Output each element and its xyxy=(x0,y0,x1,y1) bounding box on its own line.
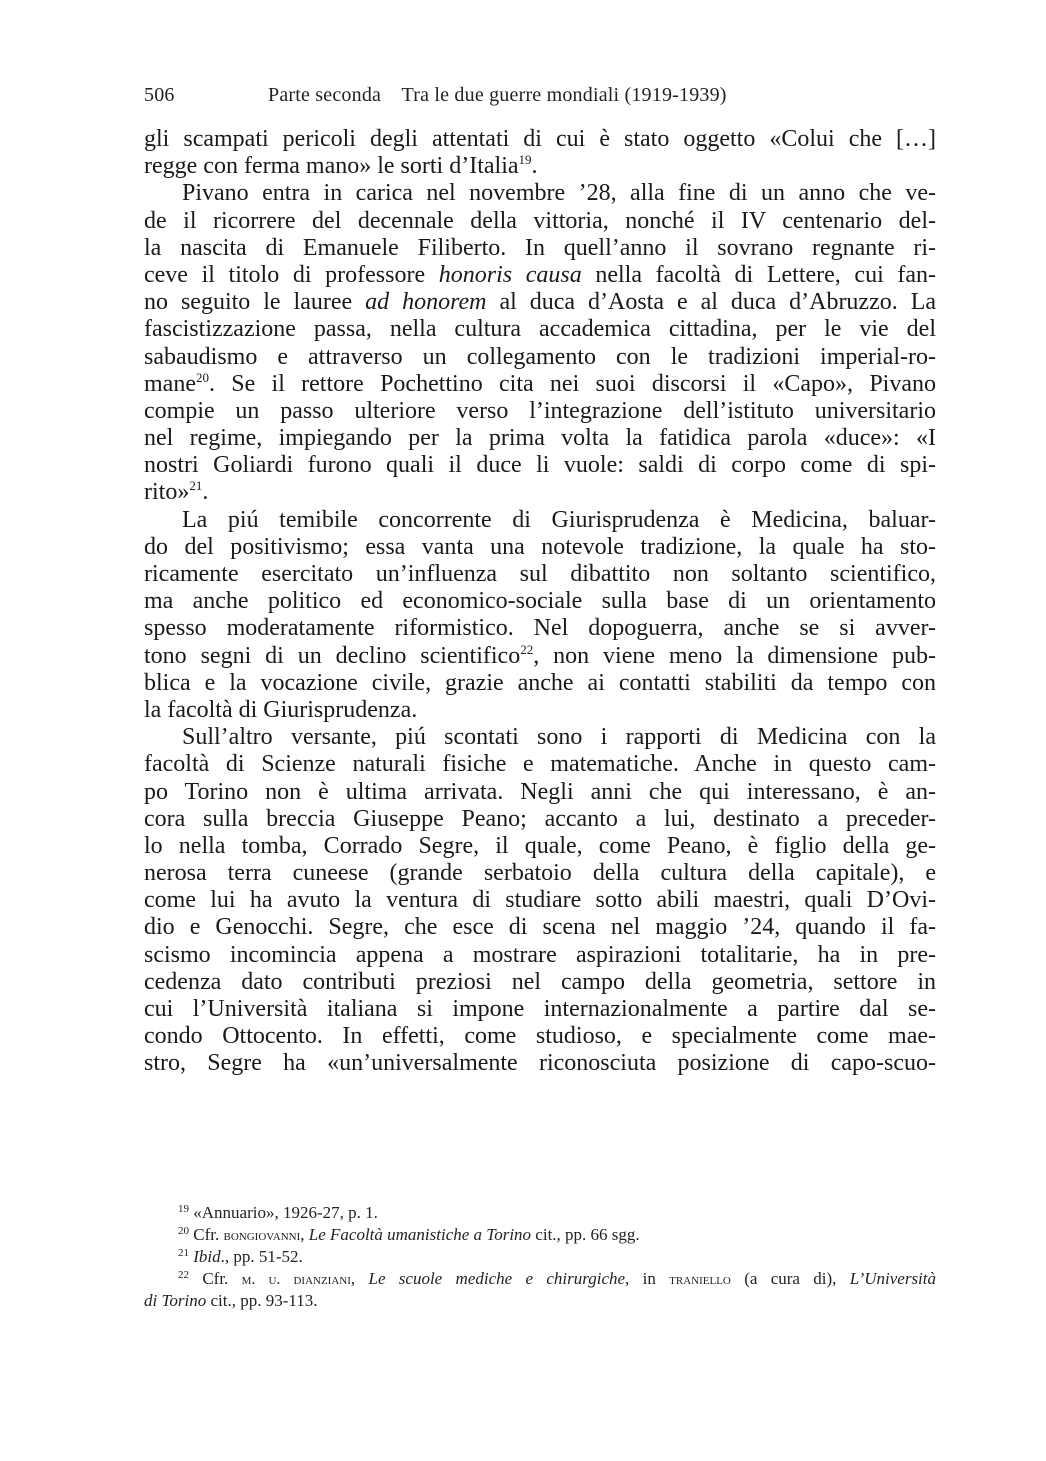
text-line: cui l’Università italiana si impone internazionalmente a partire dal se- xyxy=(144,996,936,1022)
running-title: Parte seconda Tra le due guerre mondiali (1919-1939) xyxy=(268,84,727,106)
footnote: $^{20}$ Cfr. bongiovanni, Le Facoltà umanistiche a Torino cit., pp. 66 sgg. xyxy=(178,1225,640,1244)
text-line: cedenza dato contributi preziosi nel campo della geometria, settore in xyxy=(144,968,936,995)
text-line: blica e la vocazione civile, grazie anche ai contatti stabiliti da tempo con xyxy=(144,669,936,696)
text-line: ma anche politico ed economico-sociale sulla base di un orientamento xyxy=(144,588,936,615)
text-line: nerosa terra cuneese (grande serbatoio della cultura della capitale), e xyxy=(144,860,936,887)
text-line: gli scampati pericoli degli attentati di cui è stato oggetto «Colui che […] xyxy=(144,126,936,152)
running-header xyxy=(144,84,727,107)
text-line: rito»$^{21}$. xyxy=(144,478,209,506)
text-line: mane$^{20}$. Se il rettore Pochettino cita nei suoi discorsi il «Capo», Pivano xyxy=(144,369,936,397)
text-line: compie un passo ulteriore verso l’integrazione dell’istituto universitario xyxy=(144,397,936,424)
text-line: fascistizzazione passa, nella cultura accademica cittadina, per le vie del xyxy=(144,316,936,343)
footnote: $^{19}$ «Annuario», 1926-27, p. 1. xyxy=(178,1203,378,1222)
text-line: nel regime, impiegando per la prima volta la fatidica parola «duce»: «I xyxy=(144,425,936,452)
text-line: tono segni di un declino scientifico$^{22}$, non viene meno la dimensione pub- xyxy=(144,641,936,669)
text-line: la nascita di Emanuele Filiberto. In quell’anno il sovrano regnante ri- xyxy=(144,234,936,261)
text-line: La piú temibile concorrente di Giurisprudenza è Medicina, baluar- xyxy=(182,506,936,533)
text-line: ricamente esercitato un’influenza sul dibattito non soltanto scientifico, xyxy=(144,561,936,587)
text-line: Pivano entra in carica nel novembre ’28, alla fine di un anno che ve- xyxy=(182,180,936,207)
text-line: do del positivismo; essa vanta una notevole tradizione, la quale ha sto- xyxy=(144,533,936,560)
text-line: la facoltà di Giurisprudenza. xyxy=(144,696,418,723)
text-line: spesso moderatamente riformistico. Nel dopoguerra, anche se si avver- xyxy=(144,615,936,642)
text-line: ceve il titolo di professore honoris causa nella facoltà di Lettere, cui fan- xyxy=(144,261,937,288)
text-line: nostri Goliardi furono quali il duce li vuole: saldi di corpo come di spi- xyxy=(144,452,936,479)
text-line: de il ricorrere del decennale della vittoria, nonché il IV centenario del- xyxy=(144,207,936,234)
text-line: sabaudismo e attraverso un collegamento con le tradizioni imperial-ro- xyxy=(144,343,936,370)
text-line: no seguito le lauree ad honorem al duca d’Aosta e al duca d’Abruzzo. La xyxy=(144,289,937,316)
footnote: $^{22}$ Cfr. m. u. dianziani, Le scuole mediche e chirurgiche, in traniello (a cura di), L’Università xyxy=(178,1269,937,1288)
text-line: regge con ferma mano» le sorti d’Italia$^{19}$. xyxy=(144,152,538,180)
text-line: scismo incomincia appena a mostrare aspirazioni totalitarie, ha in pre- xyxy=(144,941,936,968)
text-line: condo Ottocento. In effetti, come studioso, e specialmente come mae- xyxy=(144,1023,936,1050)
footnote: $^{21}$ Ibid., pp. 51-52. xyxy=(178,1247,303,1266)
text-line: come lui ha avuto la ventura di studiare sotto abili maestri, quali D’Ovi- xyxy=(144,887,936,914)
page-number: 506 xyxy=(144,84,175,106)
footnotes xyxy=(144,1202,936,1312)
text-line: cora sulla breccia Giuseppe Peano; accanto a lui, destinato a preceder- xyxy=(144,805,936,832)
text-line: Sull’altro versante, piú scontati sono i rapporti di Medicina con la xyxy=(182,724,936,751)
footnote: di Torino cit., pp. 93-113. xyxy=(144,1291,318,1310)
body-text xyxy=(144,126,936,1078)
text-line: facoltà di Scienze naturali fisiche e matematiche. Anche in questo cam- xyxy=(144,751,936,778)
text-line: po Torino non è ultima arrivata. Negli anni che qui interessano, è an- xyxy=(144,778,936,805)
text-line: dio e Genocchi. Segre, che esce di scena nel maggio ’24, quando il fa- xyxy=(144,914,936,941)
text-line: stro, Segre ha «un’universalmente riconosciuta posizione di capo-scuo- xyxy=(144,1050,936,1077)
text-line: lo nella tomba, Corrado Segre, il quale, come Peano, è figlio della ge- xyxy=(144,832,936,859)
